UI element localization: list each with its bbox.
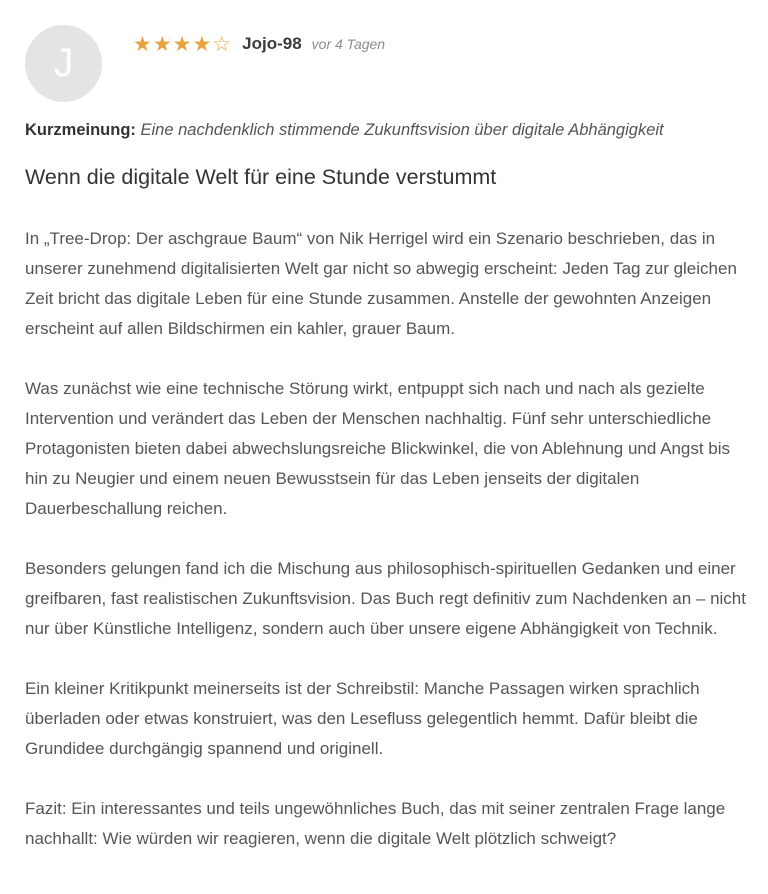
- short-opinion-label: Kurzmeinung:: [25, 121, 136, 139]
- star-filled-icon: ★: [192, 32, 212, 56]
- review-date: vor 4 Tagen: [311, 36, 386, 52]
- review-paragraph: Was zunächst wie eine technische Störung wirkt, entpuppt sich nach und nach als gezielte Intervention und verändert das Leben der Menschen nachhaltig. Fünf sehr unterschiedliche Protagonisten bieten dabei abwechslungsreiche Blickwinkel, die von Ablehnung und Angst bis hin zu Neugier und einem neuen Bewusstsein für das Leben jenseits der digitalen Dauerbeschallung reichen.: [25, 379, 731, 518]
- review-paragraph: Fazit: Ein interessantes und teils ungewöhnliches Buch, das mit seiner zentralen Frage lange nachhallt: Wie würden wir reagieren, wenn die digitale Welt plötzlich schweigt?: [25, 799, 726, 848]
- review-paragraph: In „Tree-Drop: Der aschgraue Baum“ von Nik Herrigel wird ein Szenario beschrieben, das in unserer zunehmend digitalisierten Welt gar nicht so abwegig erscheint: Jeden Tag zur gleichen Zeit bricht das digitale Leben für eine Stunde zusammen. Anstelle der gewohnten Anzeigen erscheint auf allen Bildschirmen ein kahler, grauer Baum.: [25, 229, 737, 338]
- review-paragraph: Ein kleiner Kritikpunkt meinerseits ist der Schreibstil: Manche Passagen wirken sprachlich überladen oder etwas konstruiert, was den Lesefluss gelegentlich hemmt. Dafür bleibt die Grundidee durchgängig spannend und originell.: [25, 679, 700, 758]
- star-empty-icon: ☆: [212, 32, 232, 56]
- star-filled-icon: ★: [172, 32, 192, 56]
- star-filled-icon: ★: [152, 32, 172, 56]
- review-body: [25, 224, 750, 884]
- review-title: Wenn die digitale Welt für eine Stunde verstummt: [25, 165, 497, 189]
- short-opinion: [25, 121, 664, 140]
- star-filled-icon: ★: [133, 32, 152, 56]
- short-opinion-text: Eine nachdenklich stimmende Zukunftsvision über digitale Abhängigkeit: [140, 121, 664, 139]
- star-rating: [133, 34, 232, 55]
- avatar[interactable]: J: [25, 25, 102, 102]
- review-meta: [133, 30, 385, 58]
- author-name[interactable]: Jojo-98: [242, 34, 302, 53]
- review-paragraph: Besonders gelungen fand ich die Mischung aus philosophisch-spirituellen Gedanken und einer greifbaren, fast realistischen Zukunftsvision. Das Buch regt definitiv zum Nachdenken an – nicht nur über Künstliche Intelligenz, sondern auch über unsere eigene Abhängigkeit von Technik.: [25, 559, 746, 638]
